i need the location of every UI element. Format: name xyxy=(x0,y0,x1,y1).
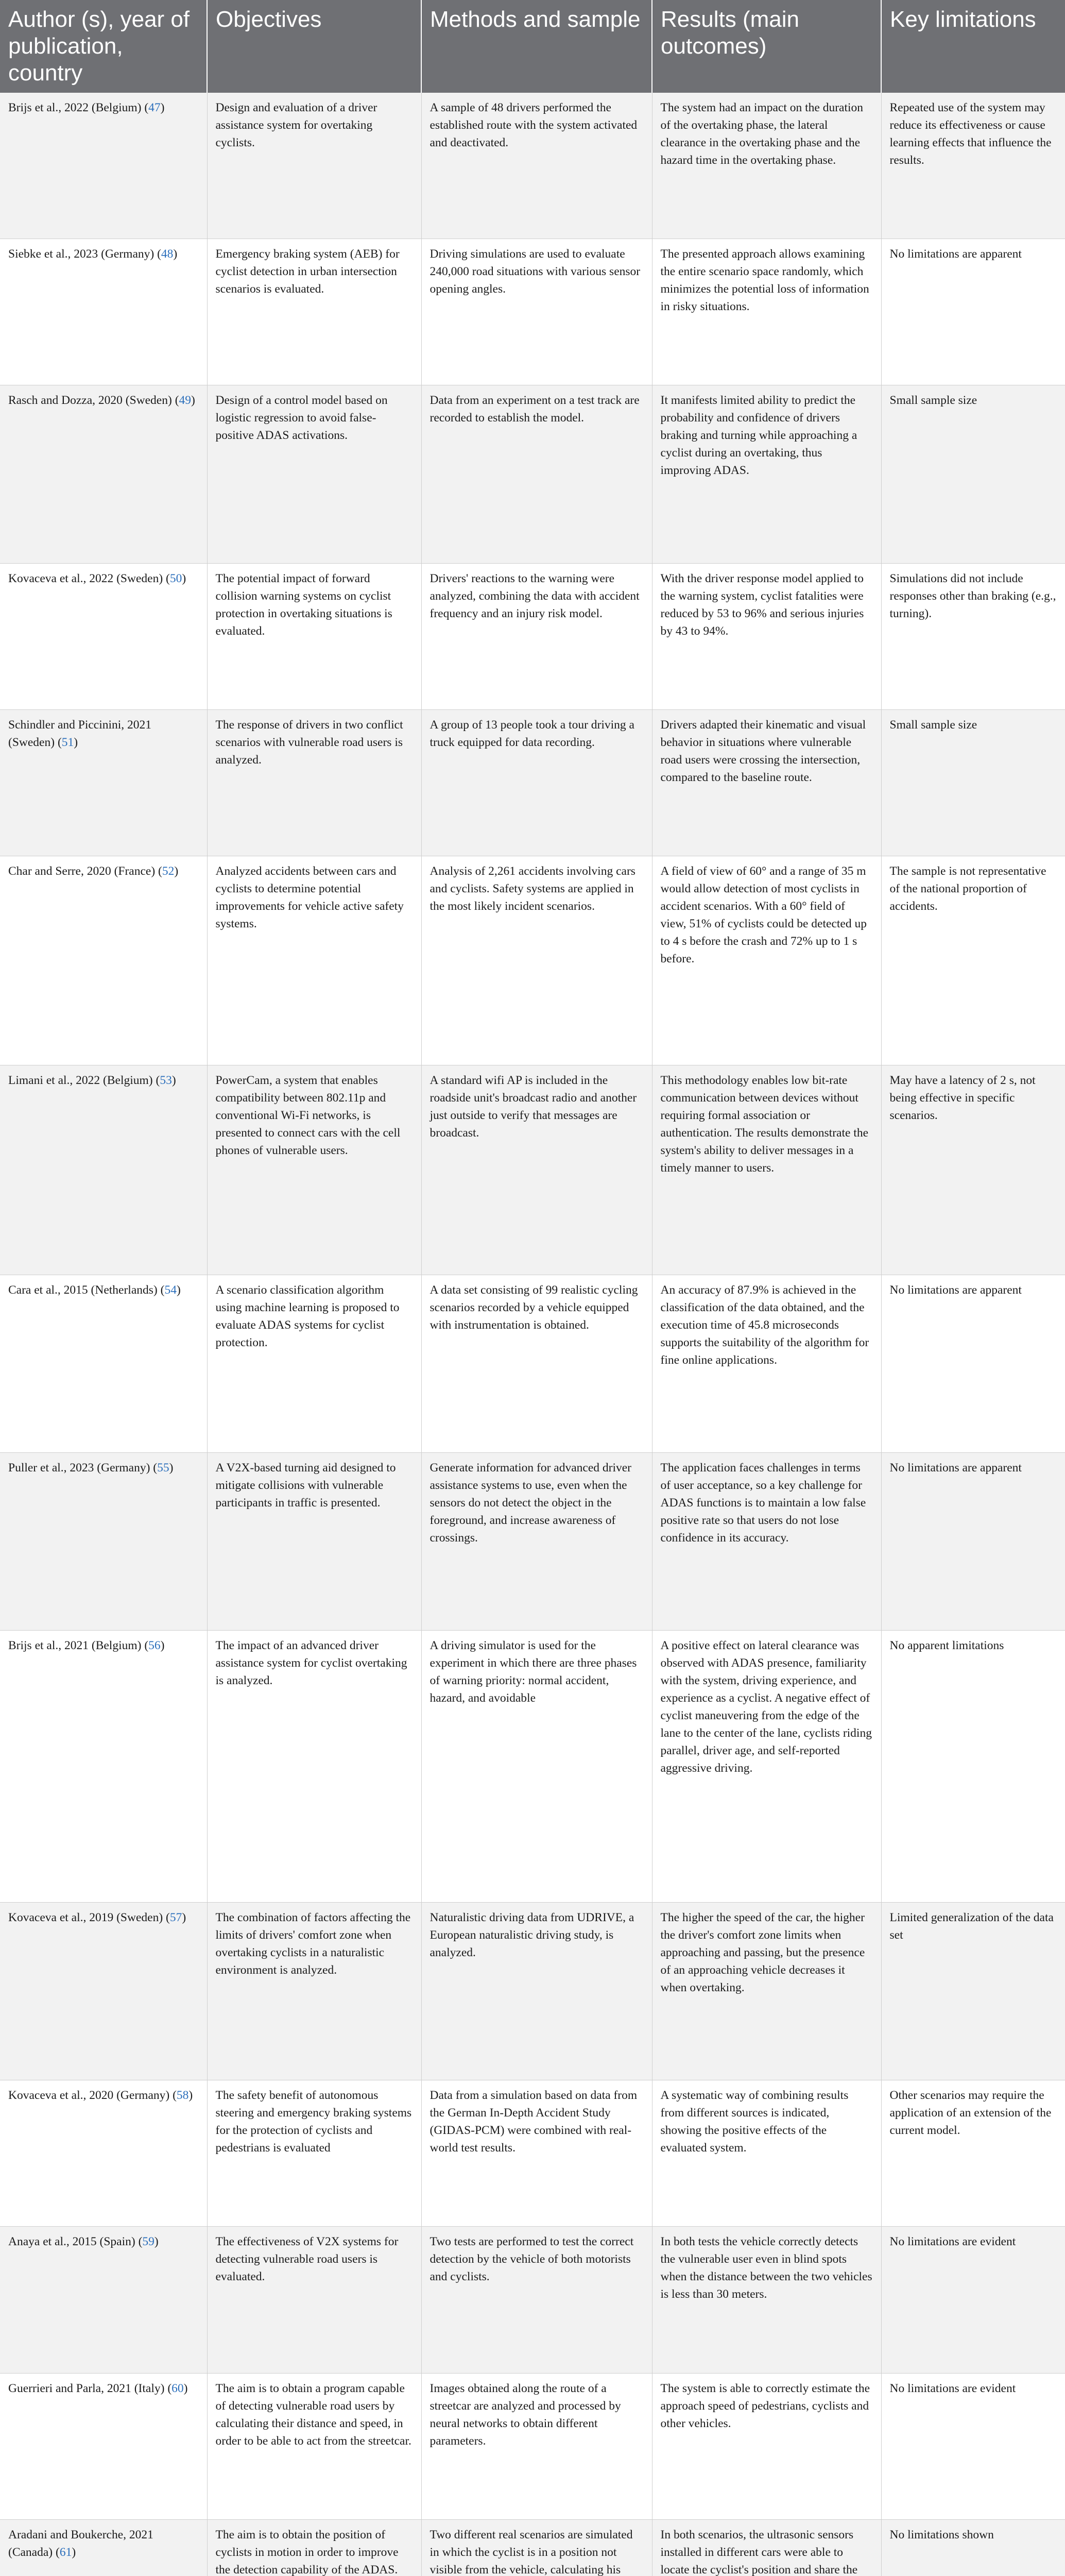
results-cell: A systematic way of combining results from different sources is indicated, showing the positive effects of the evaluated system. xyxy=(652,2080,881,2226)
author-text: Limani et al., 2022 (Belgium) xyxy=(8,1074,153,1088)
objectives-cell: PowerCam, a system that enables compatibility between 802.11p and conventional Wi-Fi networks, is presented to connect cars with the cell phones of vulnerable users. xyxy=(207,1065,421,1275)
table-row xyxy=(0,93,1065,239)
results-cell: The system had an impact on the duration of the overtaking phase, the lateral clearance in the overtaking phase and the hazard time in the overtaking phase. xyxy=(652,93,881,239)
reference-link[interactable]: 55 xyxy=(157,1461,169,1475)
header-row xyxy=(0,0,1065,93)
objectives-cell: The combination of factors affecting the limits of drivers' comfort zone when overtaking cyclists in a naturalistic environment is analyzed. xyxy=(207,1902,421,2080)
results-cell: The presented approach allows examining the entire scenario space randomly, which minimizes the potential loss of information in risky situations. xyxy=(652,239,881,385)
reference-link[interactable]: 52 xyxy=(162,865,175,878)
author-cell: Guerrieri and Parla, 2021 (Italy) (60) xyxy=(0,2373,207,2519)
header-limitations: Key limitations xyxy=(881,0,1065,93)
limitations-cell: No apparent limitations xyxy=(881,1630,1065,1902)
methods-cell: Images obtained along the route of a streetcar are analyzed and processed by neural networks to obtain different parameters. xyxy=(421,2373,652,2519)
author-text: Aradani and Boukerche, 2021 (Canada) xyxy=(8,2528,153,2560)
results-cell: Drivers adapted their kinematic and visual behavior in situations where vulnerable road users were crossing the intersection, compared to the baseline route. xyxy=(652,710,881,856)
methods-cell: A group of 13 people took a tour driving a truck equipped for data recording. xyxy=(421,710,652,856)
objectives-cell: The response of drivers in two conflict scenarios with vulnerable road users is analyzed. xyxy=(207,710,421,856)
limitations-cell: No limitations are evident xyxy=(881,2373,1065,2519)
results-cell: This methodology enables low bit-rate communication between devices without requiring formal association or authentication. The results demonstrate the system's ability to deliver messages in a timely manner to users. xyxy=(652,1065,881,1275)
objectives-cell: The potential impact of forward collision warning systems on cyclist protection in overtaking situations is evaluated. xyxy=(207,563,421,709)
methods-cell: Naturalistic driving data from UDRIVE, a European naturalistic driving study, is analyzed. xyxy=(421,1902,652,2080)
methods-cell: A standard wifi AP is included in the roadside unit's broadcast radio and another just outside to verify that messages are broadcast. xyxy=(421,1065,652,1275)
author-text: Brijs et al., 2022 (Belgium) xyxy=(8,101,142,114)
objectives-cell: Analyzed accidents between cars and cyclists to determine potential improvements for vehicle active safety systems. xyxy=(207,856,421,1065)
results-cell: In both scenarios, the ultrasonic sensors installed in different cars were able to locate the cyclist's position and share the xyxy=(652,2520,881,2576)
methods-cell: A driving simulator is used for the experiment in which there are three phases of warning priority: normal accident, hazard, and avoidable xyxy=(421,1630,652,1902)
objectives-cell: The impact of an advanced driver assistance system for cyclist overtaking is analyzed. xyxy=(207,1630,421,1902)
reference-link[interactable]: 48 xyxy=(161,247,174,261)
author-text: Rasch and Dozza, 2020 (Sweden) xyxy=(8,394,172,408)
author-cell: Kovaceva et al., 2020 (Germany) (58) xyxy=(0,2080,207,2226)
methods-cell: Generate information for advanced driver assistance systems to use, even when the sensors do not detect the object in the foreground, and increase awareness of crossings. xyxy=(421,1452,652,1630)
author-cell: Kovaceva et al., 2022 (Sweden) (50) xyxy=(0,563,207,709)
methods-cell: Two tests are performed to test the correct detection by the vehicle of both motorists and cyclists. xyxy=(421,2227,652,2373)
methods-cell: Analysis of 2,261 accidents involving cars and cyclists. Safety systems are applied in the most likely incident scenarios. xyxy=(421,856,652,1065)
reference-link[interactable]: 61 xyxy=(59,2546,72,2560)
objectives-cell: Design and evaluation of a driver assistance system for overtaking cyclists. xyxy=(207,93,421,239)
limitations-cell: The sample is not representative of the national proportion of accidents. xyxy=(881,856,1065,1065)
limitations-cell: Repeated use of the system may reduce its effectiveness or cause learning effects that influence the results. xyxy=(881,93,1065,239)
limitations-cell: Limited generalization of the data set xyxy=(881,1902,1065,2080)
reference-link[interactable]: 57 xyxy=(169,1910,182,1924)
author-text: Siebke et al., 2023 (Germany) xyxy=(8,247,154,261)
reference-link[interactable]: 51 xyxy=(61,736,74,750)
limitations-cell: No limitations are evident xyxy=(881,2227,1065,2373)
header-author: Author (s), year of publication, country xyxy=(0,0,207,93)
limitations-cell: Other scenarios may require the application of an extension of the current model. xyxy=(881,2080,1065,2226)
author-cell: Brijs et al., 2022 (Belgium) (47) xyxy=(0,93,207,239)
author-cell: Rasch and Dozza, 2020 (Sweden) (49) xyxy=(0,385,207,563)
reference-link[interactable]: 50 xyxy=(169,571,182,585)
author-cell: Anaya et al., 2015 (Spain) (59) xyxy=(0,2227,207,2373)
methods-cell: Data from an experiment on a test track are recorded to establish the model. xyxy=(421,385,652,563)
results-cell: An accuracy of 87.9% is achieved in the classification of the data obtained, and the execution time of 45.8 microseconds supports the suitability of the algorithm for fine online applications. xyxy=(652,1275,881,1452)
methods-cell: Driving simulations are used to evaluate 240,000 road situations with various sensor opening angles. xyxy=(421,239,652,385)
limitations-cell: No limitations are apparent xyxy=(881,1275,1065,1452)
header-methods: Methods and sample xyxy=(421,0,652,93)
author-text: Schindler and Piccinini, 2021 (Sweden) xyxy=(8,718,152,750)
author-text: Puller et al., 2023 (Germany) xyxy=(8,1461,150,1475)
table-row xyxy=(0,563,1065,709)
methods-cell: Data from a simulation based on data from the German In-Depth Accident Study (GIDAS-PCM) were combined with real-world test results. xyxy=(421,2080,652,2226)
table-row xyxy=(0,710,1065,856)
author-text: Anaya et al., 2015 (Spain) xyxy=(8,2235,135,2249)
methods-cell: A data set consisting of 99 realistic cycling scenarios recorded by a vehicle equipped with instrumentation is obtained. xyxy=(421,1275,652,1452)
author-cell: Siebke et al., 2023 (Germany) (48) xyxy=(0,239,207,385)
author-text: Kovaceva et al., 2020 (Germany) xyxy=(8,2088,170,2102)
table-row xyxy=(0,2373,1065,2519)
methods-cell: A sample of 48 drivers performed the established route with the system activated and deactivated. xyxy=(421,93,652,239)
table-row xyxy=(0,856,1065,1065)
objectives-cell: The aim is to obtain a program capable of detecting vulnerable road users by calculating their distance and speed, in order to be able to act from the streetcar. xyxy=(207,2373,421,2519)
reference-link[interactable]: 59 xyxy=(142,2235,154,2249)
author-text: Guerrieri and Parla, 2021 (Italy) xyxy=(8,2381,165,2395)
results-cell: It manifests limited ability to predict the probability and confidence of drivers braking and turning while approaching a cyclist during an overtaking, thus improving ADAS. xyxy=(652,385,881,563)
table-row xyxy=(0,2080,1065,2226)
results-cell: The higher the speed of the car, the higher the driver's comfort zone limits when approaching and passing, but the presence of an approaching vehicle decreases it when overtaking. xyxy=(652,1902,881,2080)
objectives-cell: Design of a control model based on logistic regression to avoid false-positive ADAS activations. xyxy=(207,385,421,563)
table-header xyxy=(0,0,1065,93)
table-row xyxy=(0,2227,1065,2373)
table-row xyxy=(0,1630,1065,1902)
table-row xyxy=(0,2520,1065,2576)
reference-link[interactable]: 56 xyxy=(148,1638,161,1652)
results-cell: A field of view of 60° and a range of 35 m would allow detection of most cyclists in accident scenarios. With a 60° field of view, 51% of cyclists could be detected up to 4 s before the crash and 72% up to 1 s before. xyxy=(652,856,881,1065)
objectives-cell: The aim is to obtain the position of cyclists in motion in order to improve the detection capability of the ADAS. xyxy=(207,2520,421,2576)
reference-link[interactable]: 49 xyxy=(179,394,192,408)
table-body xyxy=(0,93,1065,2576)
results-cell: With the driver response model applied to the warning system, cyclist fatalities were reduced by 53 to 96% and serious injuries by 43 to 94%. xyxy=(652,563,881,709)
table-row xyxy=(0,1452,1065,1630)
reference-link[interactable]: 58 xyxy=(176,2088,189,2102)
limitations-cell: Small sample size xyxy=(881,385,1065,563)
reference-link[interactable]: 60 xyxy=(171,2381,184,2395)
limitations-cell: May have a latency of 2 s, not being effective in specific scenarios. xyxy=(881,1065,1065,1275)
results-cell: In both tests the vehicle correctly detects the vulnerable user even in blind spots when the distance between the two vehicles is less than 30 meters. xyxy=(652,2227,881,2373)
author-text: Kovaceva et al., 2022 (Sweden) xyxy=(8,571,163,585)
objectives-cell: The safety benefit of autonomous steering and emergency braking systems for the protection of cyclists and pedestrians is evaluated xyxy=(207,2080,421,2226)
header-results: Results (main outcomes) xyxy=(652,0,881,93)
results-cell: The application faces challenges in terms of user acceptance, so a key challenge for ADAS functions is to maintain a low false positive rate so that users do not lose confidence in its accuracy. xyxy=(652,1452,881,1630)
reference-link[interactable]: 53 xyxy=(160,1074,172,1088)
table-row xyxy=(0,385,1065,563)
objectives-cell: The effectiveness of V2X systems for detecting vulnerable road users is evaluated. xyxy=(207,2227,421,2373)
objectives-cell: A scenario classification algorithm using machine learning is proposed to evaluate ADAS systems for cyclist protection. xyxy=(207,1275,421,1452)
table-row xyxy=(0,239,1065,385)
objectives-cell: Emergency braking system (AEB) for cyclist detection in urban intersection scenarios is evaluated. xyxy=(207,239,421,385)
author-cell: Char and Serre, 2020 (France) (52) xyxy=(0,856,207,1065)
author-cell: Kovaceva et al., 2019 (Sweden) (57) xyxy=(0,1902,207,2080)
author-cell: Aradani and Boukerche, 2021 (Canada) (61) xyxy=(0,2520,207,2576)
methods-cell: Two different real scenarios are simulated in which the cyclist is in a position not visible from the vehicle, calculating his xyxy=(421,2520,652,2576)
author-text: Brijs et al., 2021 (Belgium) xyxy=(8,1638,142,1652)
limitations-cell: Small sample size xyxy=(881,710,1065,856)
limitations-cell: No limitations are apparent xyxy=(881,239,1065,385)
author-cell: Brijs et al., 2021 (Belgium) (56) xyxy=(0,1630,207,1902)
methods-cell: Drivers' reactions to the warning were analyzed, combining the data with accident frequency and an injury risk model. xyxy=(421,563,652,709)
author-cell: Cara et al., 2015 (Netherlands) (54) xyxy=(0,1275,207,1452)
limitations-cell: Simulations did not include responses other than braking (e.g., turning). xyxy=(881,563,1065,709)
author-text: Kovaceva et al., 2019 (Sweden) xyxy=(8,1910,163,1924)
author-cell: Puller et al., 2023 (Germany) (55) xyxy=(0,1452,207,1630)
author-cell: Schindler and Piccinini, 2021 (Sweden) (51) xyxy=(0,710,207,856)
table-row xyxy=(0,1275,1065,1452)
limitations-cell: No limitations shown xyxy=(881,2520,1065,2576)
limitations-cell: No limitations are apparent xyxy=(881,1452,1065,1630)
author-text: Cara et al., 2015 (Netherlands) xyxy=(8,1283,158,1297)
reference-link[interactable]: 47 xyxy=(148,101,161,114)
objectives-cell: A V2X-based turning aid designed to mitigate collisions with vulnerable participants in traffic is presented. xyxy=(207,1452,421,1630)
results-cell: The system is able to correctly estimate the approach speed of pedestrians, cyclists and other vehicles. xyxy=(652,2373,881,2519)
author-cell: Limani et al., 2022 (Belgium) (53) xyxy=(0,1065,207,1275)
reference-link[interactable]: 54 xyxy=(164,1283,177,1297)
header-objectives: Objectives xyxy=(207,0,421,93)
table-row xyxy=(0,1902,1065,2080)
author-text: Char and Serre, 2020 (France) xyxy=(8,865,156,878)
table-row xyxy=(0,1065,1065,1275)
results-cell: A positive effect on lateral clearance was observed with ADAS presence, familiarity with the system, driving experience, and experience as a cyclist. A negative effect of cyclist maneuvering from the edge of the lane to the center of the lane, cyclists riding parallel, driver age, and self-reported aggressive driving. xyxy=(652,1630,881,1902)
